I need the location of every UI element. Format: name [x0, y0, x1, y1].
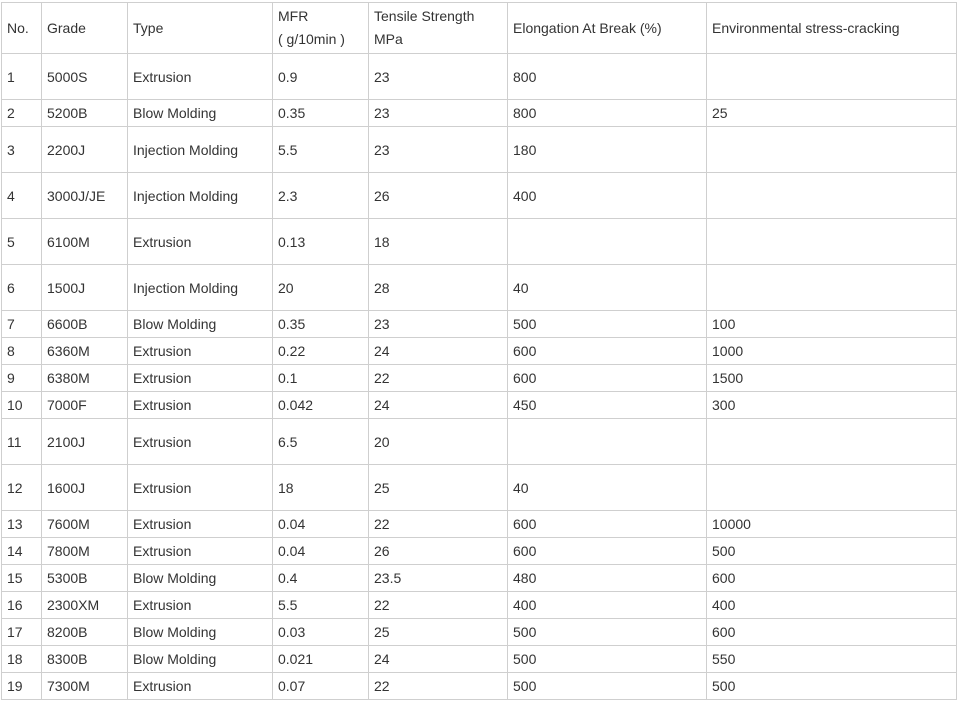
cell-grade: 5000S	[42, 54, 128, 100]
cell-type: Blow Molding	[128, 100, 273, 127]
header-no: No.	[2, 3, 42, 54]
cell-escr	[707, 127, 957, 173]
cell-elongation: 500	[508, 673, 707, 700]
cell-tensile: 26	[369, 173, 508, 219]
cell-no: 16	[2, 592, 42, 619]
cell-type: Extrusion	[128, 673, 273, 700]
cell-mfr: 0.03	[273, 619, 369, 646]
cell-mfr: 0.13	[273, 219, 369, 265]
cell-tensile: 24	[369, 392, 508, 419]
cell-type: Blow Molding	[128, 619, 273, 646]
cell-no: 11	[2, 419, 42, 465]
cell-escr	[707, 219, 957, 265]
cell-escr	[707, 465, 957, 511]
cell-no: 13	[2, 511, 42, 538]
cell-no: 2	[2, 100, 42, 127]
cell-no: 7	[2, 311, 42, 338]
cell-grade: 6380M	[42, 365, 128, 392]
cell-tensile: 23	[369, 127, 508, 173]
cell-escr: 550	[707, 646, 957, 673]
cell-tensile: 26	[369, 538, 508, 565]
table-row	[2, 54, 957, 100]
table-row	[2, 465, 957, 511]
table-row	[2, 592, 957, 619]
cell-type: Extrusion	[128, 365, 273, 392]
cell-grade: 8200B	[42, 619, 128, 646]
table-row	[2, 127, 957, 173]
cell-grade: 6100M	[42, 219, 128, 265]
cell-elongation: 500	[508, 619, 707, 646]
cell-type: Blow Molding	[128, 646, 273, 673]
cell-elongation: 500	[508, 646, 707, 673]
header-mfr-label: MFR	[278, 8, 309, 24]
cell-no: 19	[2, 673, 42, 700]
cell-tensile: 25	[369, 619, 508, 646]
cell-elongation: 40	[508, 265, 707, 311]
header-tensile	[369, 3, 508, 54]
cell-no: 1	[2, 54, 42, 100]
cell-type: Extrusion	[128, 392, 273, 419]
cell-no: 8	[2, 338, 42, 365]
cell-escr: 500	[707, 538, 957, 565]
cell-grade: 3000J/JE	[42, 173, 128, 219]
table-row	[2, 265, 957, 311]
cell-mfr: 0.1	[273, 365, 369, 392]
cell-mfr: 0.07	[273, 673, 369, 700]
cell-mfr: 0.35	[273, 100, 369, 127]
cell-escr: 600	[707, 565, 957, 592]
cell-tensile: 25	[369, 465, 508, 511]
cell-mfr: 0.04	[273, 538, 369, 565]
table-row	[2, 619, 957, 646]
cell-escr: 10000	[707, 511, 957, 538]
cell-elongation: 800	[508, 100, 707, 127]
table-body	[2, 54, 957, 700]
cell-type: Extrusion	[128, 219, 273, 265]
cell-grade: 6360M	[42, 338, 128, 365]
cell-elongation: 400	[508, 173, 707, 219]
cell-grade: 1500J	[42, 265, 128, 311]
cell-mfr: 5.5	[273, 592, 369, 619]
table-row	[2, 538, 957, 565]
cell-elongation: 480	[508, 565, 707, 592]
cell-grade: 5300B	[42, 565, 128, 592]
header-type: Type	[128, 3, 273, 54]
cell-tensile: 23	[369, 54, 508, 100]
cell-elongation: 180	[508, 127, 707, 173]
cell-type: Extrusion	[128, 592, 273, 619]
cell-type: Blow Molding	[128, 311, 273, 338]
cell-grade: 7600M	[42, 511, 128, 538]
cell-type: Blow Molding	[128, 565, 273, 592]
cell-no: 6	[2, 265, 42, 311]
table-row	[2, 100, 957, 127]
cell-mfr: 0.04	[273, 511, 369, 538]
cell-escr	[707, 54, 957, 100]
cell-type: Injection Molding	[128, 173, 273, 219]
cell-elongation	[508, 219, 707, 265]
cell-tensile: 22	[369, 365, 508, 392]
cell-tensile: 22	[369, 511, 508, 538]
cell-type: Extrusion	[128, 465, 273, 511]
cell-grade: 7300M	[42, 673, 128, 700]
cell-no: 14	[2, 538, 42, 565]
cell-mfr: 0.021	[273, 646, 369, 673]
cell-elongation: 40	[508, 465, 707, 511]
cell-escr: 25	[707, 100, 957, 127]
cell-tensile: 23	[369, 311, 508, 338]
cell-escr	[707, 173, 957, 219]
table-row	[2, 419, 957, 465]
cell-grade: 8300B	[42, 646, 128, 673]
cell-tensile: 28	[369, 265, 508, 311]
cell-no: 17	[2, 619, 42, 646]
cell-type: Extrusion	[128, 419, 273, 465]
cell-escr	[707, 419, 957, 465]
cell-no: 15	[2, 565, 42, 592]
header-mfr-unit: ( g/10min )	[278, 31, 345, 47]
cell-escr: 500	[707, 673, 957, 700]
cell-mfr: 0.22	[273, 338, 369, 365]
cell-mfr: 5.5	[273, 127, 369, 173]
cell-mfr: 20	[273, 265, 369, 311]
cell-type: Extrusion	[128, 538, 273, 565]
cell-escr: 1000	[707, 338, 957, 365]
cell-no: 4	[2, 173, 42, 219]
cell-no: 18	[2, 646, 42, 673]
cell-mfr: 0.9	[273, 54, 369, 100]
cell-escr: 300	[707, 392, 957, 419]
cell-grade: 2100J	[42, 419, 128, 465]
table-row	[2, 173, 957, 219]
cell-mfr: 2.3	[273, 173, 369, 219]
cell-tensile: 18	[369, 219, 508, 265]
cell-elongation: 600	[508, 538, 707, 565]
cell-mfr: 0.35	[273, 311, 369, 338]
cell-mfr: 6.5	[273, 419, 369, 465]
cell-no: 9	[2, 365, 42, 392]
cell-grade: 7000F	[42, 392, 128, 419]
cell-type: Injection Molding	[128, 265, 273, 311]
cell-escr: 1500	[707, 365, 957, 392]
cell-elongation: 450	[508, 392, 707, 419]
cell-tensile: 23.5	[369, 565, 508, 592]
cell-grade: 6600B	[42, 311, 128, 338]
header-tensile-label: Tensile Strength	[374, 8, 475, 24]
table-row	[2, 565, 957, 592]
cell-elongation: 600	[508, 365, 707, 392]
cell-tensile: 22	[369, 673, 508, 700]
header-elongation: Elongation At Break (%)	[508, 3, 707, 54]
cell-no: 12	[2, 465, 42, 511]
cell-type: Extrusion	[128, 54, 273, 100]
cell-type: Injection Molding	[128, 127, 273, 173]
table-row	[2, 646, 957, 673]
header-row	[2, 3, 957, 54]
cell-elongation: 500	[508, 311, 707, 338]
grade-properties-table	[1, 2, 957, 700]
cell-tensile: 24	[369, 646, 508, 673]
table-row	[2, 392, 957, 419]
cell-elongation: 600	[508, 511, 707, 538]
cell-elongation	[508, 419, 707, 465]
cell-tensile: 20	[369, 419, 508, 465]
table-row	[2, 338, 957, 365]
cell-elongation: 800	[508, 54, 707, 100]
cell-tensile: 23	[369, 100, 508, 127]
header-mfr	[273, 3, 369, 54]
cell-type: Extrusion	[128, 511, 273, 538]
cell-elongation: 400	[508, 592, 707, 619]
cell-no: 5	[2, 219, 42, 265]
cell-mfr: 0.042	[273, 392, 369, 419]
header-escr: Environmental stress-cracking	[707, 3, 957, 54]
cell-grade: 7800M	[42, 538, 128, 565]
cell-grade: 2300XM	[42, 592, 128, 619]
cell-grade: 2200J	[42, 127, 128, 173]
cell-elongation: 600	[508, 338, 707, 365]
cell-escr: 100	[707, 311, 957, 338]
table-row	[2, 311, 957, 338]
cell-type: Extrusion	[128, 338, 273, 365]
cell-no: 3	[2, 127, 42, 173]
cell-grade: 5200B	[42, 100, 128, 127]
table-row	[2, 511, 957, 538]
table-row	[2, 673, 957, 700]
table-row	[2, 219, 957, 265]
cell-escr: 600	[707, 619, 957, 646]
header-grade: Grade	[42, 3, 128, 54]
cell-tensile: 22	[369, 592, 508, 619]
cell-escr: 400	[707, 592, 957, 619]
cell-grade: 1600J	[42, 465, 128, 511]
cell-tensile: 24	[369, 338, 508, 365]
cell-escr	[707, 265, 957, 311]
cell-mfr: 18	[273, 465, 369, 511]
header-tensile-unit: MPa	[374, 31, 403, 47]
cell-mfr: 0.4	[273, 565, 369, 592]
cell-no: 10	[2, 392, 42, 419]
table-row	[2, 365, 957, 392]
